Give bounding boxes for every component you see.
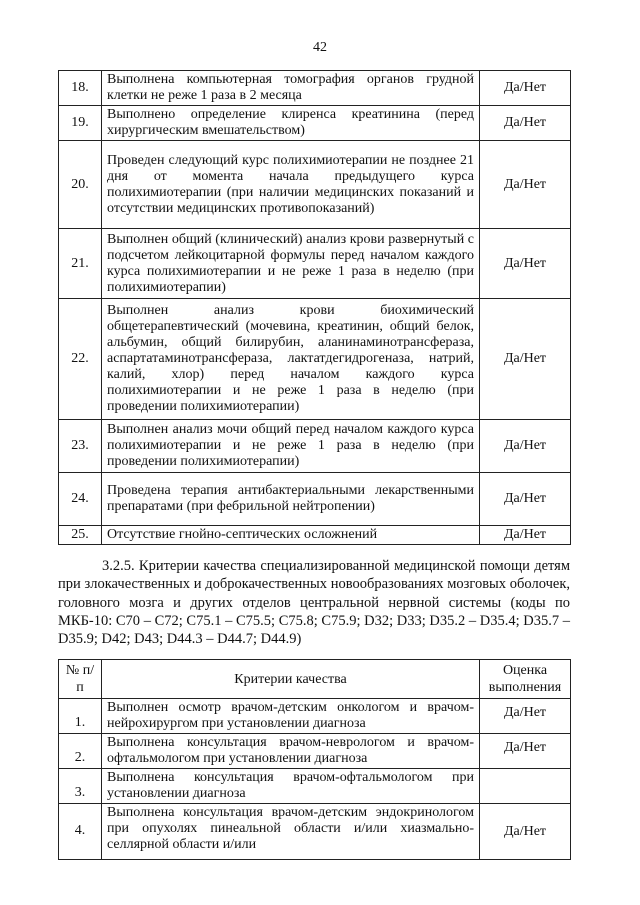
evaluation-cell: Да/Нет: [480, 229, 571, 299]
row-number: 24.: [59, 473, 102, 526]
table-row: [59, 734, 571, 769]
table-row: [59, 769, 571, 804]
evaluation-cell: Да/Нет: [480, 699, 571, 734]
evaluation-cell: Да/Нет: [480, 734, 571, 769]
row-number: 2.: [59, 734, 102, 769]
evaluation-cell: Да/Нет: [480, 71, 571, 106]
criterion-text: Выполнен общий (клинический) анализ крови развернутый с подсчетом лейкоцитарной формулы перед началом каждого курса полихимиотерапии и не реже 1 раза в неделю (при полихимиотерапии): [102, 229, 480, 299]
table-row: [59, 299, 571, 420]
table-row: [59, 699, 571, 734]
evaluation-cell: Да/Нет: [480, 299, 571, 420]
evaluation-cell: Да/Нет: [480, 526, 571, 545]
criterion-text: Проведена терапия антибактериальными лекарственными препаратами (при фебрильной нейтропении): [102, 473, 480, 526]
row-number: 20.: [59, 141, 102, 229]
row-number: 4.: [59, 804, 102, 860]
row-number: 18.: [59, 71, 102, 106]
criterion-text: Выполнена консультация врачом-офтальмологом при установлении диагноза: [102, 769, 480, 804]
table-row: [59, 473, 571, 526]
criterion-text: Выполнен осмотр врачом-детским онкологом и врачом-нейрохирургом при установлении диагноза: [102, 699, 480, 734]
evaluation-cell: Да/Нет: [480, 106, 571, 141]
section-heading-paragraph: 3.2.5. Критерии качества специализированной медицинской помощи детям при злокачественных и доброкачественных новообразованиях мозговых оболочек, головного мозга и других отделов центральной нервной системы (коды по МКБ-10: C70 – C72; C75.1 – C75.5; C75.8; C75.9; D32; D33; D35.2 – D35.4; D35.7 – D35.9; D42; D43; D44.3 – D44.7; D44.9): [58, 558, 570, 648]
criterion-text: Выполнен анализ крови биохимический общетерапевтический (мочевина, креатинин, общий белок, альбумин, общий билирубин, аланинаминотрансфераза, аспартатаминотрансфераза, лактатдегидрогеназа, натрий, калий, хлор) перед началом каждого курса полихимиотерапии и не реже 1 раза в неделю (при проведении полихимиотерапии): [102, 299, 480, 420]
table-row: [59, 141, 571, 229]
evaluation-cell: Да/Нет: [480, 141, 571, 229]
table-row: [59, 804, 571, 860]
table-row: [59, 71, 571, 106]
row-number: 23.: [59, 420, 102, 473]
quality-criteria-table: [58, 659, 571, 860]
table-row: [59, 526, 571, 545]
evaluation-cell: [480, 769, 571, 804]
column-header-criteria: Критерии качества: [102, 660, 480, 699]
table-row: [59, 420, 571, 473]
column-header-evaluation: Оценка выполнения: [480, 660, 571, 699]
criterion-text: Выполнена компьютерная томография органов грудной клетки не реже 1 раза в 2 месяца: [102, 71, 480, 106]
table-row: [59, 106, 571, 141]
criterion-text: Отсутствие гнойно-септических осложнений: [102, 526, 480, 545]
table-row: [59, 229, 571, 299]
page-number: 42: [313, 40, 327, 55]
row-number: 1.: [59, 699, 102, 734]
criterion-text: Проведен следующий курс полихимиотерапии не позднее 21 дня от момента начала предыдущего курса полихимиотерапии (при наличии медицинских показаний и отсутствии медицинских противопоказаний): [102, 141, 480, 229]
evaluation-cell: Да/Нет: [480, 804, 571, 860]
row-number: 3.: [59, 769, 102, 804]
evaluation-cell: Да/Нет: [480, 420, 571, 473]
row-number: 25.: [59, 526, 102, 545]
criterion-text: Выполнена консультация врачом-детским эндокринологом при опухолях пинеальной области и/или хиазмально-селлярной области и/или: [102, 804, 480, 860]
criterion-text: Выполнена консультация врачом-неврологом и врачом-офтальмологом при установлении диагноза: [102, 734, 480, 769]
evaluation-cell: Да/Нет: [480, 473, 571, 526]
row-number: 21.: [59, 229, 102, 299]
column-header-number: № п/п: [59, 660, 102, 699]
table-header-row: [59, 660, 571, 699]
quality-criteria-table-continued: [58, 70, 571, 545]
row-number: 19.: [59, 106, 102, 141]
criterion-text: Выполнено определение клиренса креатинина (перед хирургическим вмешательством): [102, 106, 480, 141]
criterion-text: Выполнен анализ мочи общий перед началом каждого курса полихимиотерапии и не реже 1 раза в неделю (при проведении полихимиотерапии): [102, 420, 480, 473]
row-number: 22.: [59, 299, 102, 420]
